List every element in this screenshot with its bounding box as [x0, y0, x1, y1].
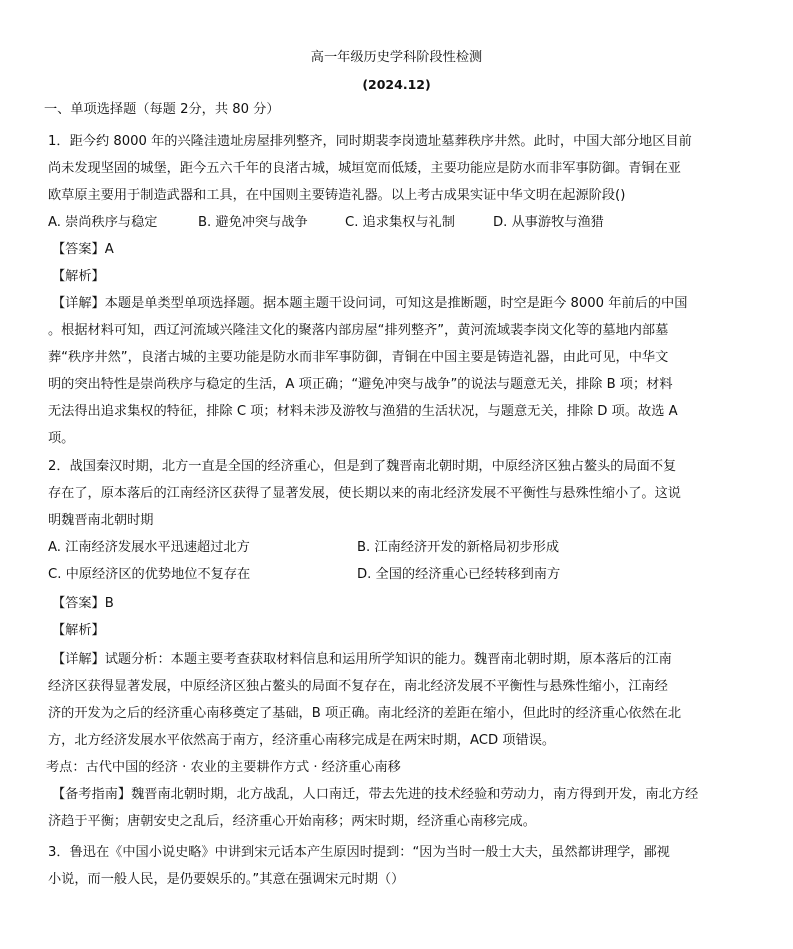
q2-detail-line-2: 经济区获得显著发展，中原经济区独占鳌头的局面不复存在，南北经济发展不平衡性与悬殊性缩小，江南经 — [48, 679, 668, 694]
q2-detail-line-4: 方，北方经济发展水平依然高于南方，经济重心南移完成是在两宋时期，ACD 项错误。 — [48, 733, 556, 748]
q2-note-line-1: 【备考指南】魏晋南北朝时期，北方战乱，人口南迁，带去先进的技术经验和劳动力，南方得到开发，南北方经 — [52, 787, 699, 802]
q2-stem-line-3: 明魏晋南北朝时期 — [48, 513, 154, 528]
q1-option-c: C. 追求集权与礼制 — [345, 215, 455, 230]
q1-detail-line-5: 无法得出追求集权的特征，排除 C 项；材料未涉及游牧与渔猎的生活状况，与题意无关，排除 D 项。故选 A — [48, 404, 678, 419]
q2-option-b: B. 江南经济开发的新格局初步形成 — [357, 540, 560, 555]
q1-option-d: D. 从事游牧与渔猎 — [493, 215, 604, 230]
q1-option-a: A. 崇尚秩序与稳定 — [48, 215, 158, 230]
q2-option-d: D. 全国的经济重心已经转移到南方 — [357, 567, 561, 582]
q1-detail-line-4: 明的突出特性是崇尚秩序与稳定的生活，A 项正确；“避免冲突与战争”的说法与题意无关，排除 B 项；材料 — [48, 377, 673, 392]
q2-note-line-2: 济趋于平衡；唐朝安史之乱后，经济重心开始南移；两宋时期，经济重心南移完成。 — [48, 814, 536, 829]
q1-stem-line-1: 1．距今约 8000 年的兴隆洼遗址房屋排列整齐，同时期裴李岗遗址墓葬秩序井然。此时，中国大部分地区目前 — [48, 134, 692, 149]
q2-option-c: C. 中原经济区的优势地位不复存在 — [48, 567, 251, 582]
q1-detail-line-1: 【详解】本题是单类型单项选择题。据本题主题干设问词，可知这是推断题，时空是距今 8000 年前后的中国 — [52, 296, 688, 311]
q1-detail-line-6: 项。 — [48, 431, 75, 446]
q1-analysis-label: 【解析】 — [52, 269, 105, 284]
q2-detail-line-3: 济的开发为之后的经济重心南移奠定了基础，B 项正确。南北经济的差距在缩小，但此时的经济重心依然在北 — [48, 706, 682, 721]
q2-answer: 【答案】B — [52, 596, 114, 611]
q1-option-b: B. 避免冲突与战争 — [198, 215, 308, 230]
page-title: 高一年级历史学科阶段性检测 — [310, 50, 483, 65]
q2-stem-line-1: 2．战国秦汉时期，北方一直是全国的经济重心，但是到了魏晋南北朝时期，中原经济区独占鳌头的局面不复 — [48, 459, 677, 474]
q1-answer: 【答案】A — [52, 242, 114, 257]
q2-stem-line-2: 存在了，原本落后的江南经济区获得了显著发展，使长期以来的南北经济发展不平衡性与悬殊性缩小了。这说 — [48, 486, 681, 501]
q1-detail-line-3: 葬“秩序井然”，良渚古城的主要功能是防水而非军事防御，青铜在中国主要是铸造礼器，由此可见，中华文 — [48, 350, 669, 365]
q3-stem-line-2: 小说，而一般人民，是仍要娱乐的。”其意在强调宋元时期（） — [48, 872, 405, 887]
q2-option-a: A. 江南经济发展水平迅速超过北方 — [48, 540, 250, 555]
exam-date: (2024.12) — [362, 77, 431, 92]
q1-stem-line-2: 尚未发现坚固的城堡，距今五六千年的良渚古城，城垣宽而低矮，主要功能应是防水而非军事防御。青铜在亚 — [48, 161, 681, 176]
section-heading: 一、单项选择题（每题 2分，共 80 分） — [44, 102, 280, 117]
q2-knowledge-point: 考点：古代中国的经济 · 农业的主要耕作方式 · 经济重心南移 — [46, 760, 401, 775]
q2-analysis-label: 【解析】 — [52, 623, 105, 638]
q1-detail-line-2: 。根据材料可知，西辽河流域兴隆洼文化的聚落内部房屋“排列整齐”，黄河流域裴李岗文化等的墓地内部墓 — [48, 323, 669, 338]
q3-stem-line-1: 3．鲁迅在《中国小说史略》中讲到宋元话本产生原因时提到：“因为当时一般士大夫，虽然都讲理学，鄙视 — [48, 845, 670, 860]
q1-stem-line-3: 欧草原主要用于制造武器和工具，在中国则主要铸造礼器。以上考古成果实证中华文明在起源阶段() — [48, 188, 626, 203]
q2-detail-line-1: 【详解】试题分析：本题主要考查获取材料信息和运用所学知识的能力。魏晋南北朝时期，原本落后的江南 — [52, 652, 672, 667]
